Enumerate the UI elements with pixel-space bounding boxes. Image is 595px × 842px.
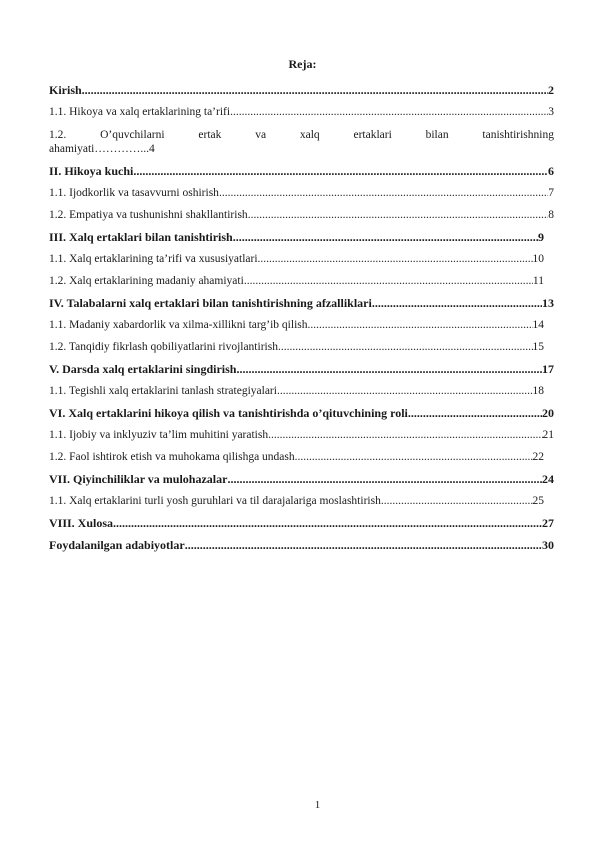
toc-entry-label: II. Hikoya kuchi: [49, 165, 134, 178]
toc-entry-page: 9: [538, 231, 544, 244]
toc-entry-label: 1.1. Madaniy xabardorlik va xilma-xillikni targ’ib qilish: [49, 319, 308, 331]
toc-entry-label: Kirish: [49, 84, 82, 97]
toc-entry[interactable]: [49, 517, 554, 530]
toc-entry-label: 1.2. Faol ishtirok etish va muhokama qilishga undash: [49, 451, 295, 463]
toc-entry-page: 18: [532, 385, 544, 397]
toc-entry-page: 11: [532, 275, 544, 287]
toc-entry[interactable]: [49, 451, 544, 464]
toc-entry[interactable]: [49, 319, 544, 332]
toc-entry[interactable]: [49, 407, 554, 420]
toc-entry-label: 1.1. Xalq ertaklarini turli yosh guruhlari va til darajalariga moslashtirish: [49, 495, 381, 507]
toc-entry[interactable]: [49, 385, 544, 398]
toc-entry-label: VIII. Xulosa: [49, 517, 114, 530]
toc-entry-label: 1.2. Tanqidiy fikrlash qobiliyatlarini rivojlantirish: [49, 341, 278, 353]
toc-entry-page: 15: [532, 341, 544, 353]
table-of-contents: [49, 84, 554, 561]
toc-entry-label: III. Xalq ertaklari bilan tanishtirish: [49, 231, 233, 244]
toc-entry-page: 13: [542, 297, 554, 310]
toc-entry-page: 3: [548, 106, 554, 118]
toc-entry-label: 1.2. O’quvchilarni ertak va xalq ertaklari bilan tanishtirishning: [49, 129, 554, 141]
toc-entry-page: 20: [542, 407, 554, 420]
toc-entry-label: IV. Talabalarni xalq ertaklari bilan tanishtirishning afzalliklari: [49, 297, 372, 310]
toc-entry[interactable]: [49, 165, 554, 178]
page-title: Reja:: [288, 57, 317, 71]
toc-entry-page: 6: [548, 165, 554, 178]
toc-entry[interactable]: [49, 106, 554, 119]
toc-entry[interactable]: [49, 539, 554, 552]
page-number: 1: [314, 799, 321, 811]
toc-entry-label: VI. Xalq ertaklarini hikoya qilish va tanishtirishda o’qituvchining roli: [49, 407, 408, 420]
toc-entry-page: 7: [548, 187, 554, 199]
toc-entry[interactable]: [49, 275, 544, 288]
toc-entry[interactable]: [49, 209, 554, 222]
toc-entry-page: 24: [542, 473, 554, 486]
toc-entry[interactable]: [49, 473, 554, 486]
toc-entry[interactable]: [49, 253, 544, 266]
toc-entry[interactable]: [49, 341, 544, 354]
toc-entry[interactable]: [49, 495, 544, 508]
toc-entry-label: V. Darsda xalq ertaklarini singdirish: [49, 363, 237, 376]
toc-entry-label: 1.1. Hikoya va xalq ertaklarining ta’rifi: [49, 106, 231, 118]
toc-entry-label: VII. Qiyinchiliklar va mulohazalar: [49, 473, 228, 486]
toc-entry-page: 14: [532, 319, 544, 331]
toc-entry-page: 17: [542, 363, 554, 376]
toc-entry-page: 21: [542, 429, 554, 441]
toc-entry-page: 22: [532, 451, 544, 463]
toc-entry[interactable]: [49, 231, 544, 244]
toc-entry-page: 27: [542, 517, 554, 530]
toc-entry[interactable]: [49, 297, 554, 310]
toc-entry-label: 1.1. Ijodkorlik va tasavvurni oshirish: [49, 187, 219, 199]
toc-entry-label: 1.2. Empatiya va tushunishni shakllantirish: [49, 209, 248, 221]
toc-entry-label: 1.2. Xalq ertaklarining madaniy ahamiyati: [49, 275, 244, 287]
toc-entry-page: 10: [532, 253, 544, 265]
toc-entry[interactable]: [49, 84, 554, 97]
toc-entry-label: 1.1. Ijobiy va inklyuziv ta’lim muhitini yaratish: [49, 429, 269, 441]
toc-entry-page: 2: [548, 84, 554, 97]
toc-entry-page: 8: [548, 209, 554, 221]
toc-entry-label: Foydalanilgan adabiyotlar: [49, 539, 185, 552]
toc-entry-label: 1.1. Tegishli xalq ertaklarini tanlash strategiyalari: [49, 385, 277, 397]
toc-entry[interactable]: [49, 429, 554, 442]
toc-entry-page: 4: [148, 143, 155, 155]
toc-entry[interactable]: [49, 187, 554, 200]
toc-entry-label: 1.1. Xalq ertaklarining ta’rifi va xususiyatlari: [49, 253, 258, 265]
toc-entry[interactable]: [49, 363, 554, 376]
toc-entry-page: 30: [542, 539, 554, 552]
toc-entry-page: 25: [532, 495, 544, 507]
toc-entry[interactable]: 1.2. O’quvchilarni ertak va xalq ertaklari bilan tanishtirishning ahamiyati…………...4: [49, 129, 554, 155]
